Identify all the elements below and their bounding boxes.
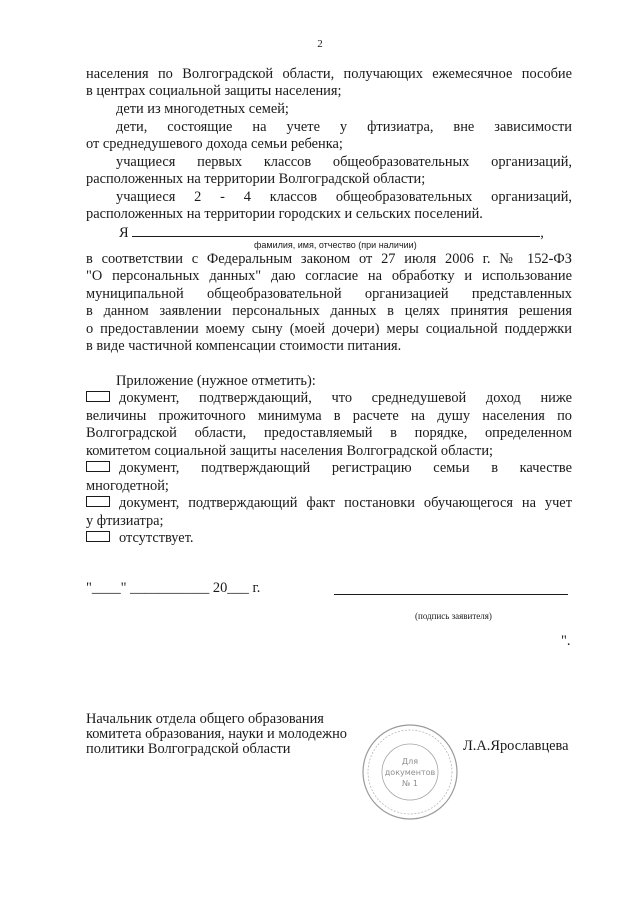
option-text: документ, подтверждающий факт постановки обучающегося на учет xyxy=(119,495,572,511)
attachment-option-large-family xyxy=(86,460,572,477)
consent-line: муниципальной общеобразовательной организацией представленных xyxy=(86,286,572,302)
name-field-line[interactable] xyxy=(132,223,540,237)
official-name: Л.А.Ярославцева xyxy=(463,738,569,754)
attachment-heading: Приложение (нужное отметить): xyxy=(116,373,316,389)
list-item-first-grade-line1: учащиеся первых классов общеобразовательных организаций, xyxy=(116,154,572,170)
text-line: населения по Волгоградской области, получающих ежемесячное пособие xyxy=(86,66,572,82)
official-title-line3: политики Волгоградской области xyxy=(86,741,291,757)
date-field[interactable]: "____" ___________ 20___ г. xyxy=(86,580,261,596)
list-item-tb-line1: дети, состоящие на учете у фтизиатра, вне зависимости xyxy=(116,119,572,135)
option-text: величины прожиточного минимума в расчете на душу населения по xyxy=(86,408,572,424)
seal-text: Для xyxy=(401,757,419,766)
attachment-option-none xyxy=(86,530,572,547)
page-number: 2 xyxy=(317,38,323,50)
text-line: в центрах социальной защиты населения; xyxy=(86,83,342,99)
list-item-grades-line2: расположенных на территории городских и сельских поселений. xyxy=(86,206,483,222)
option-text: документ, подтверждающий, что среднедушевой доход ниже xyxy=(119,390,572,406)
consent-suffix: , xyxy=(540,225,544,241)
option-text: документ, подтверждающий регистрацию семьи в качестве xyxy=(119,460,572,476)
seal-text: № 1 xyxy=(402,779,418,788)
consent-line: в данном заявлении персональных данных в целях принятия решения xyxy=(86,303,572,319)
official-title-line1: Начальник отдела общего образования xyxy=(86,711,324,727)
attachment-option-income xyxy=(86,390,572,407)
checkbox-income-document[interactable] xyxy=(86,391,110,402)
consent-line: в соответствии с Федеральным законом от 27 июля 2006 г. № 152-ФЗ xyxy=(86,251,572,267)
consent-line: "О персональных данных" даю согласие на обработку и использование xyxy=(86,268,572,284)
list-item-many-children: дети из многодетных семей; xyxy=(116,101,289,117)
option-text: комитетом социальной защиты населения Волгоградской области; xyxy=(86,443,494,459)
list-item-tb-line2: от среднедушевого дохода семьи ребенка; xyxy=(86,136,343,152)
checkbox-none[interactable] xyxy=(86,531,110,542)
consent-line: в виде частичной компенсации стоимости питания. xyxy=(86,338,402,354)
closing-quote: ". xyxy=(561,633,571,649)
option-text: у фтизиатра; xyxy=(86,513,164,529)
checkbox-tb-document[interactable] xyxy=(86,496,110,507)
option-text: Волгоградской области, предоставляемый в порядке, определенном xyxy=(86,425,572,441)
signature-line[interactable] xyxy=(334,594,568,595)
name-field-caption: фамилия, имя, отчество (при наличии) xyxy=(254,240,417,250)
checkbox-large-family-document[interactable] xyxy=(86,461,110,472)
seal-text: документов xyxy=(384,768,436,777)
option-text: многодетной; xyxy=(86,478,169,494)
attachment-option-tb-registration xyxy=(86,495,572,512)
official-seal-stamp xyxy=(360,722,460,822)
consent-prefix: Я xyxy=(119,225,129,241)
signature-caption: (подпись заявителя) xyxy=(415,611,492,621)
option-text: отсутствует. xyxy=(119,530,194,546)
list-item-first-grade-line2: расположенных на территории Волгоградской области; xyxy=(86,171,426,187)
consent-line: о предоставлении моему сыну (моей дочери) меры социальной поддержки xyxy=(86,321,572,337)
official-title-line2: комитета образования, науки и молодежно xyxy=(86,726,347,742)
list-item-grades-line1: учащиеся 2 - 4 классов общеобразовательных организаций, xyxy=(116,189,572,205)
